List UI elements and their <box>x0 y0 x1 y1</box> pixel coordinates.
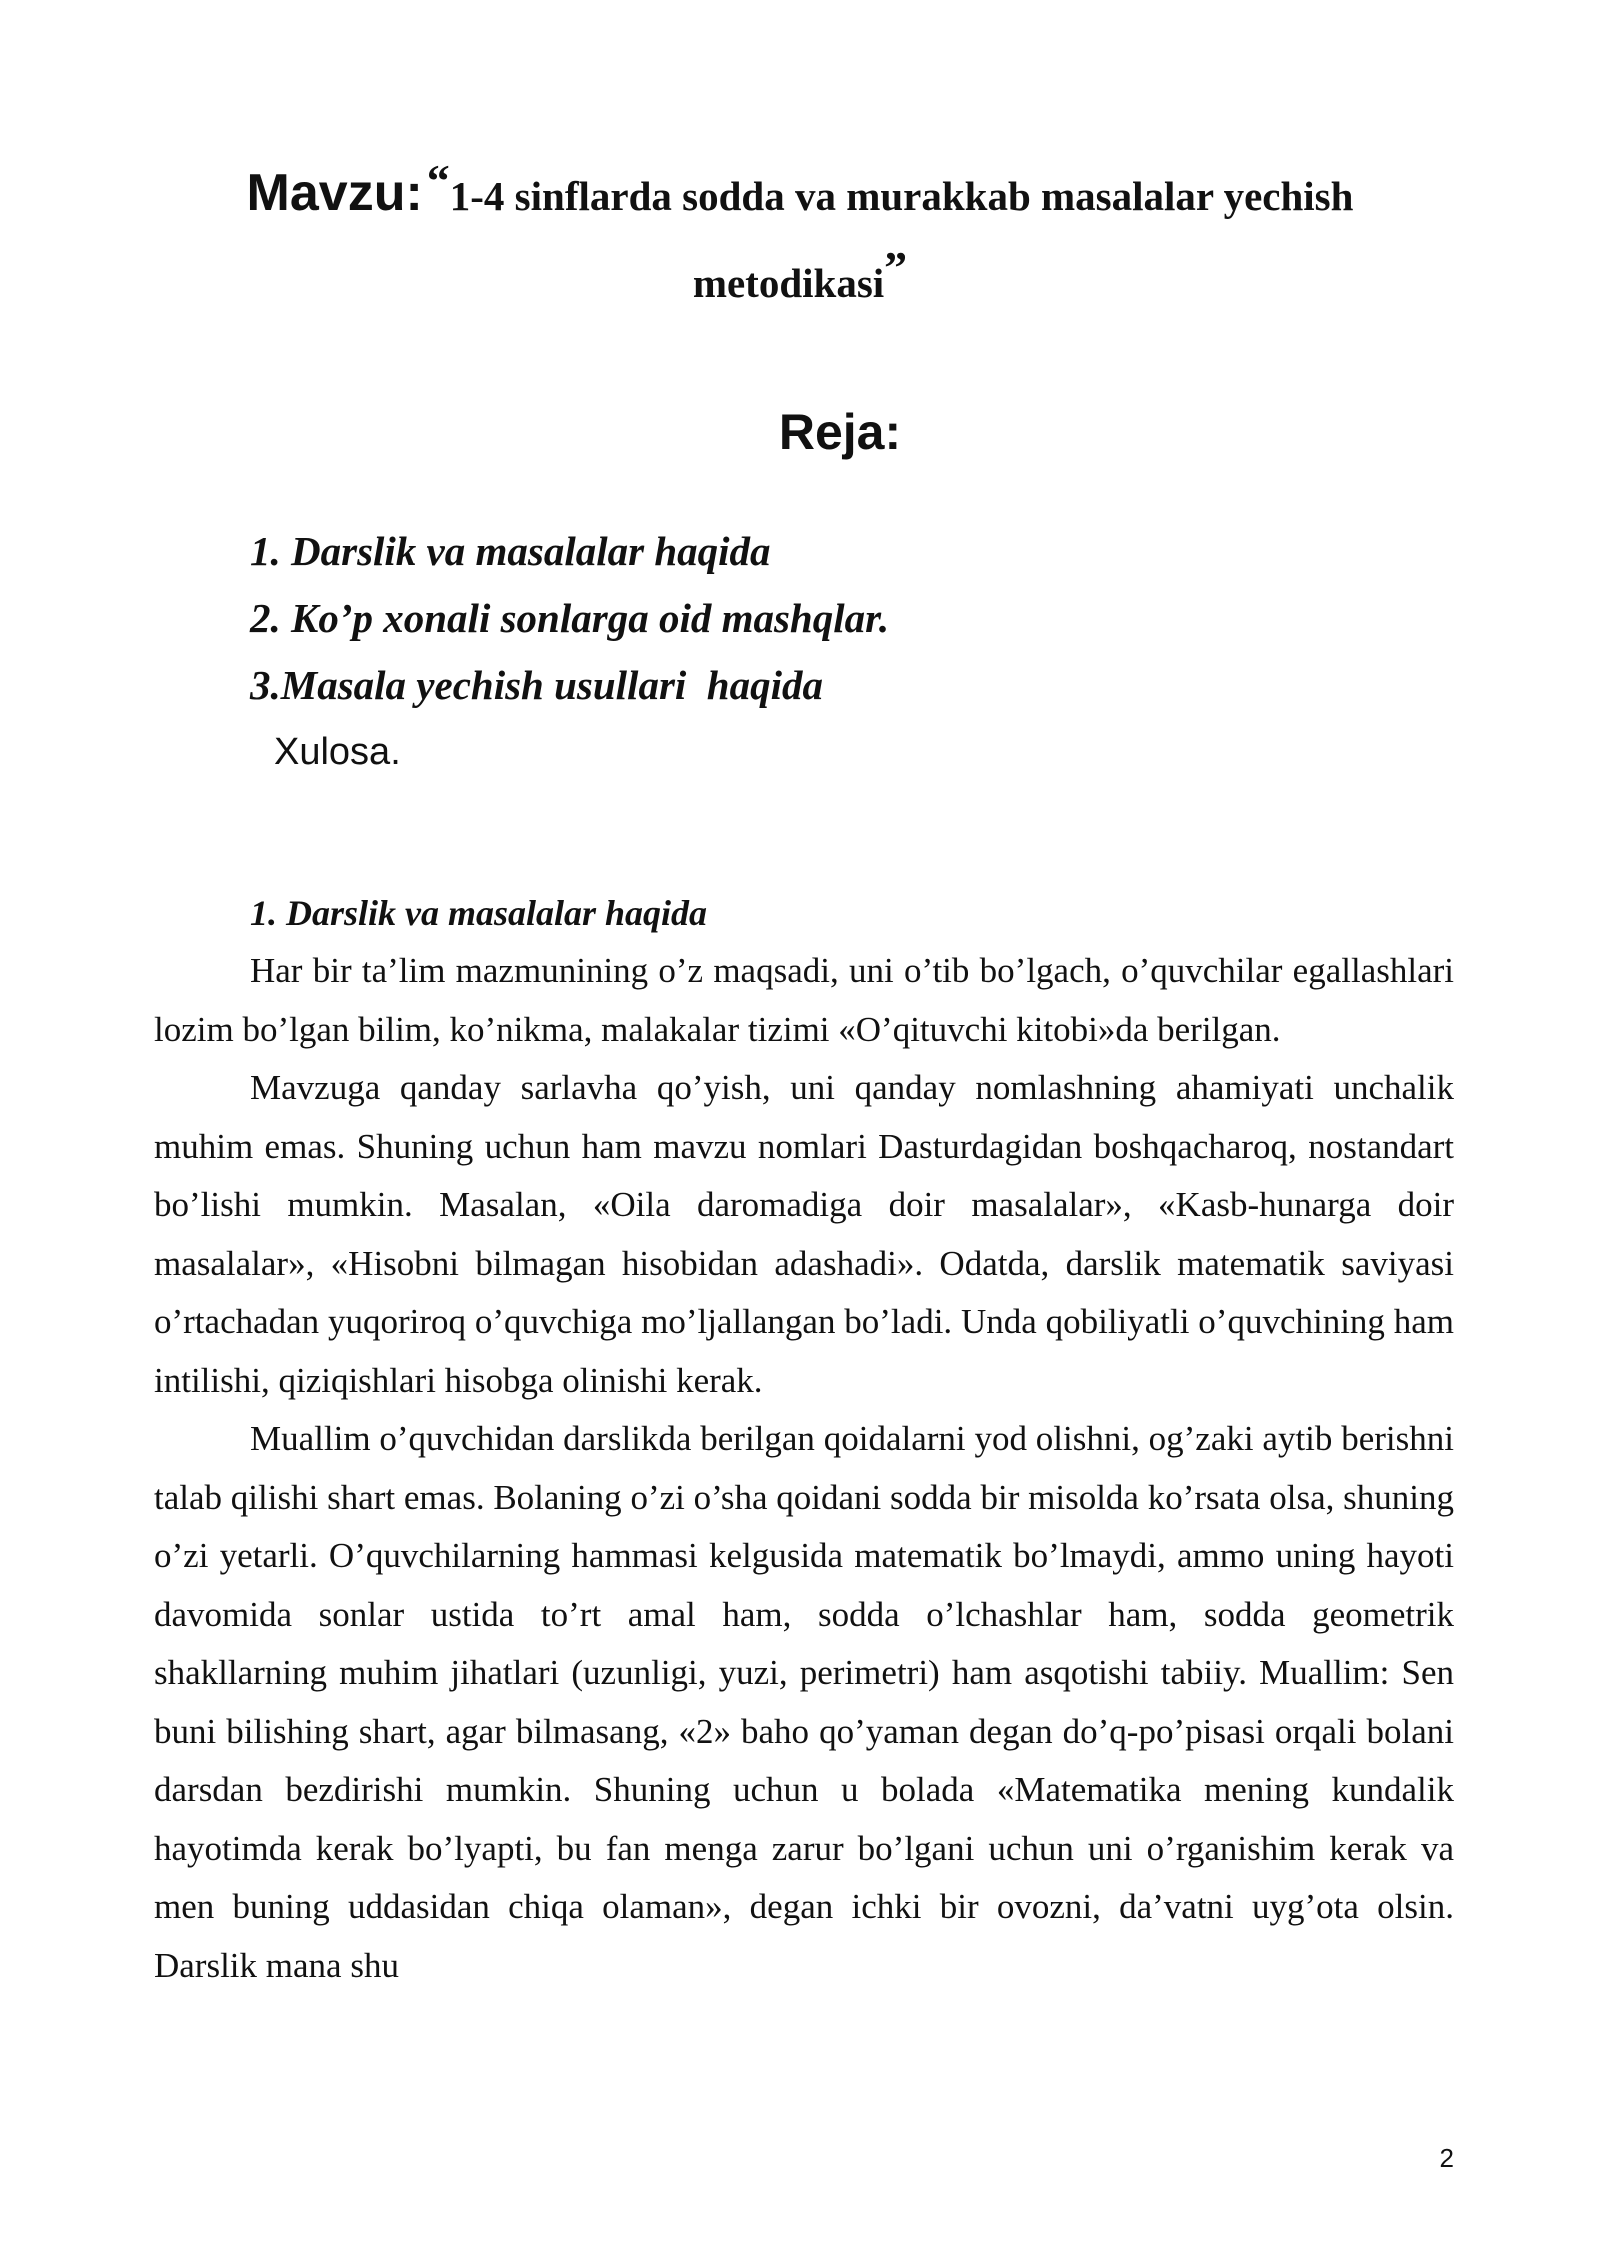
plan-list <box>250 518 889 786</box>
plan-heading: Reja: <box>778 404 902 460</box>
title-open-quote: “ <box>426 155 450 206</box>
page-number: 2 <box>1439 2143 1454 2173</box>
paragraph: Har bir ta’lim mazmunining o’z maqsadi, uni o’tib bo’lgach, o’quvchilar egallashlari lozim bo’lgan bilim, ko’nikma, malakalar tizimi «O’qituvchi kitobi»da berilgan. <box>154 951 1454 1049</box>
section-heading: 1. Darslik va masalalar haqida <box>250 893 708 933</box>
document-title <box>150 150 1450 324</box>
plan-item: 2. Ko’p xonali sonlarga oid mashqlar. <box>250 595 890 641</box>
section-body <box>154 942 1454 1995</box>
plan-conclusion: Xulosa. <box>274 731 401 773</box>
paragraph: Mavzuga qanday sarlavha qo’yish, uni qanday nomlashning ahamiyati unchalik muhim emas. Shuning uchun ham mavzu nomlari Dasturdagidan boshqacharoq, nostandart bo’lishi mumkin. Masalan, «Oila daromadiga doir masalalar», «Kasb-hunarga doir masalalar», «Hisobni bilmagan hisobidan adashadi». Odatda, darslik matematik saviyasi o’rtachadan yuqoriroq o’quvchiga mo’ljallangan bo’ladi. Unda qobiliyatli o’quvchining ham intilishi, qiziqishlari hisobga olinishi kerak. <box>154 1068 1454 1400</box>
title-close-quote: ” <box>884 242 908 293</box>
title-lead: Mavzu: <box>246 164 423 222</box>
plan-item: 3.Masala yechish usullari haqida <box>250 662 823 708</box>
paragraph: Muallim o’quvchidan darslikda berilgan qoidalarni yod olishni, og’zaki aytib berishni talab qilishi shart emas. Bolaning o’zi o’sha qoidani sodda bir misolda ko’rsata olsa, shuning o’zi yetarli. O’quvchilarning hammasi kelgusida matematik bo’lmaydi, ammo uning hayoti davomida sonlar ustida to’rt amal ham, sodda o’lchashlar ham, sodda geometrik shakllarning muhim jihatlari (uzunligi, yuzi, perimetri) ham asqotishi tabiiy. Muallim: Sen buni bilishing shart, agar bilmasang, «2» baho qo’yaman degan do’q-po’pisasi orqali bolani darsdan bezdirishi mumkin. Shuning uchun u bolada «Matematika mening kundalik hayotimda kerak bo’lyapti, bu fan menga zarur bo’lgani uchun uni o’rganishim kerak va men buning uddasidan chiqa olaman», degan ichki bir ovozni, da’vatni uyg’ota olsin. Darslik mana shu <box>154 1419 1454 1985</box>
plan-item: 1. Darslik va masalalar haqida <box>250 528 771 574</box>
title-topic: 1-4 sinflarda sodda va murakkab masalalar yechish metodikasi <box>449 173 1354 306</box>
